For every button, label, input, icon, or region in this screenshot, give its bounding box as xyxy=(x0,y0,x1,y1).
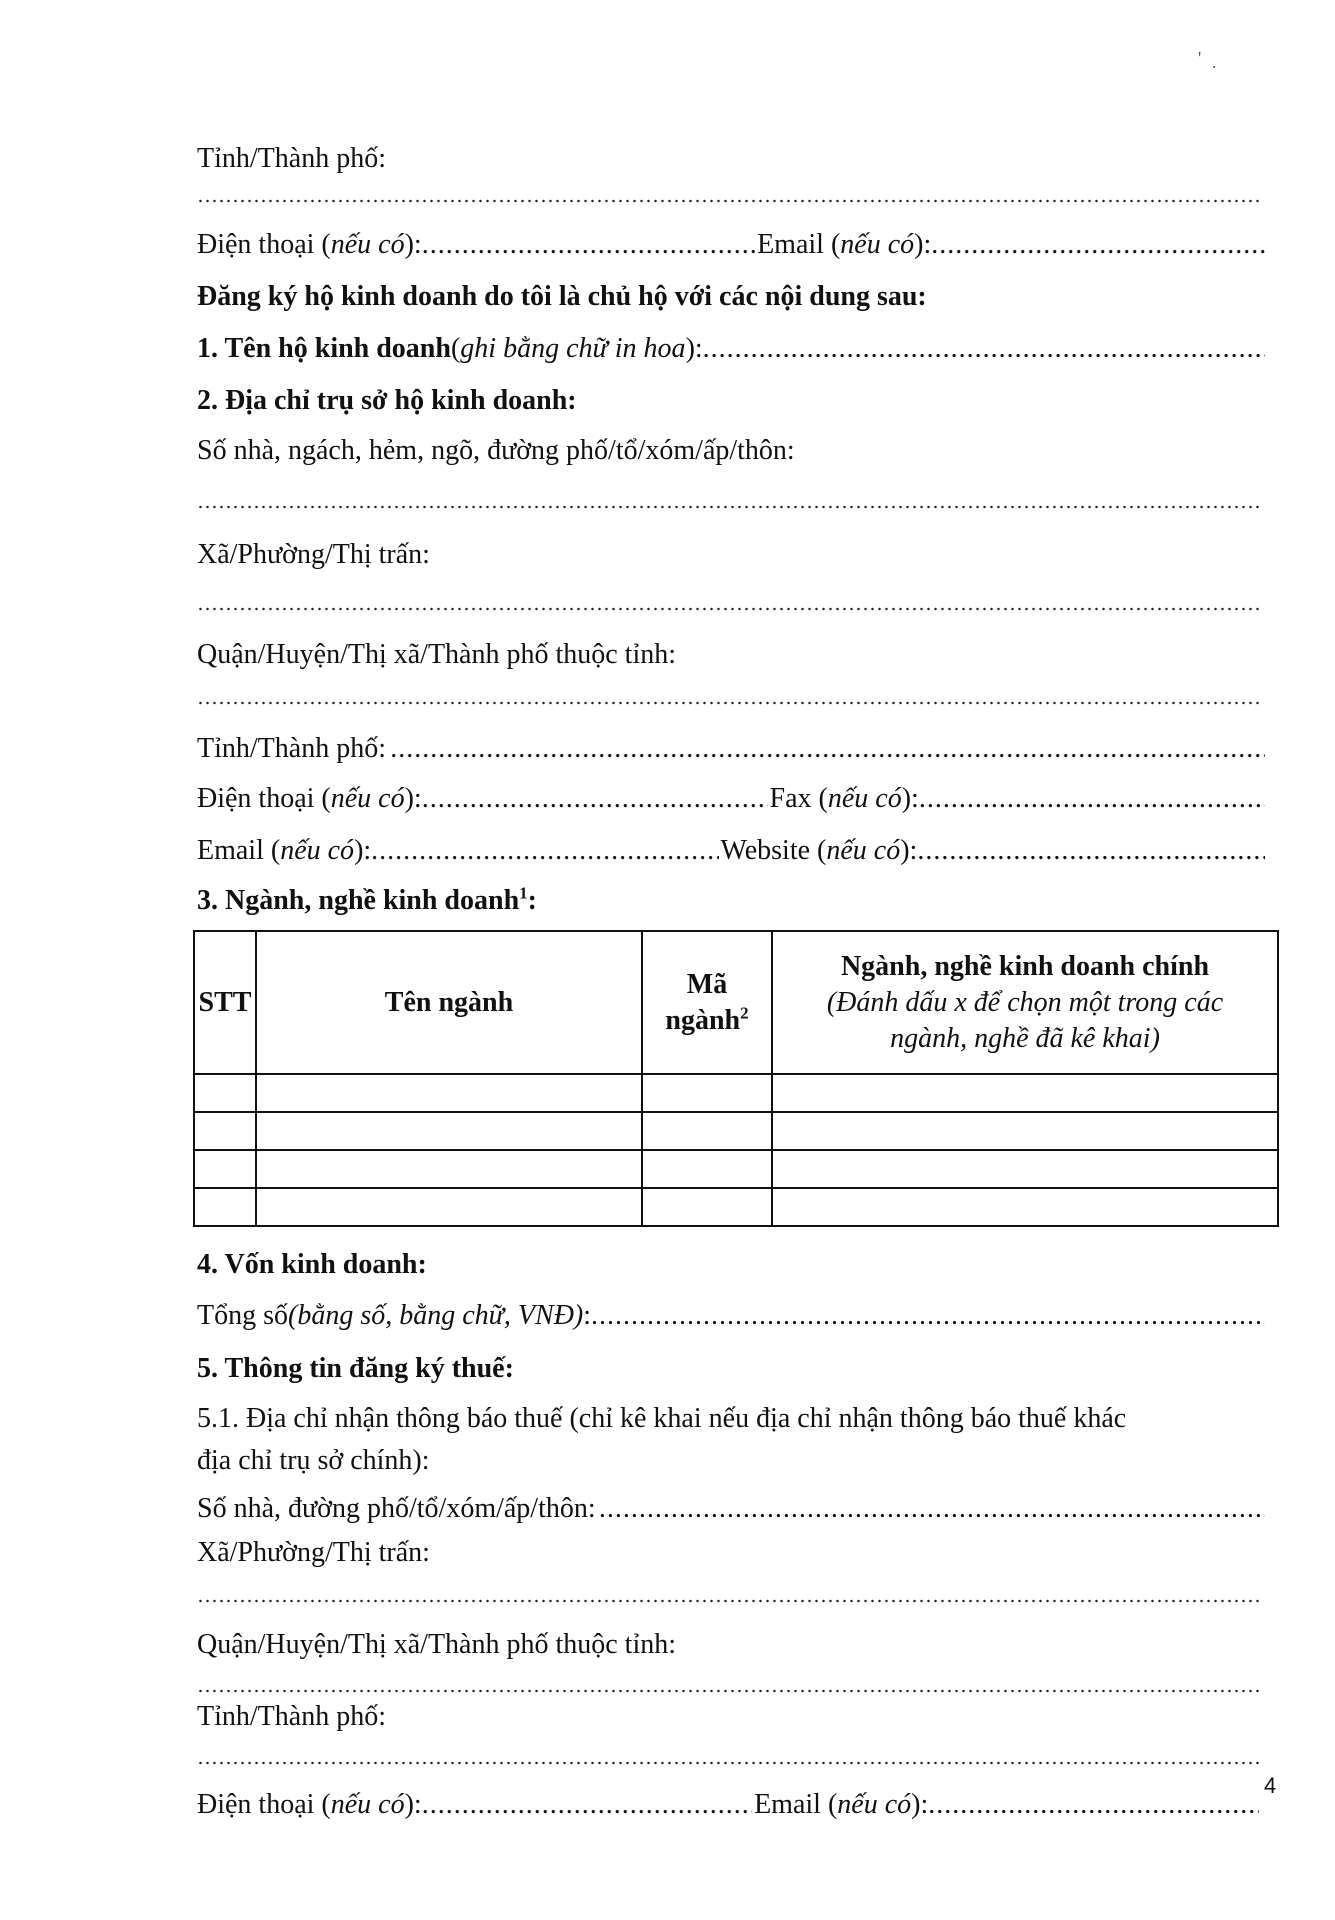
email-fill[interactable] xyxy=(931,226,1265,264)
fax-fill[interactable] xyxy=(919,780,1265,818)
cell-name[interactable] xyxy=(256,1112,642,1150)
table-row xyxy=(194,1074,1278,1112)
cell-code[interactable] xyxy=(642,1074,772,1112)
cell-stt[interactable] xyxy=(194,1112,256,1150)
table-header-row xyxy=(194,931,1278,1074)
fill-line[interactable] xyxy=(197,1598,1259,1604)
header-main: Ngành, nghề kinh doanh chính (Đánh dấu x để chọn một trong các ngành, nghề đã kê khai) xyxy=(772,931,1278,1074)
s5-phone-email-row: Điện thoại ( nếu có ): ..... Email ( nếu có ): ..... xyxy=(197,1786,1259,1824)
fill-line[interactable] xyxy=(197,1688,1259,1694)
cell-code[interactable] xyxy=(642,1188,772,1226)
section-5-title: 5. Thông tin đăng ký thuế: xyxy=(197,1353,514,1384)
s5-province-label: Tỉnh/Thành phố: xyxy=(197,1701,386,1732)
scan-mark: ' xyxy=(1198,48,1202,68)
fill-line[interactable] xyxy=(197,606,1259,612)
s2-street-label: Số nhà, ngách, hẻm, ngõ, đường phố/tổ/xóm/ấp/thôn: xyxy=(197,435,795,466)
section-4-title: 4. Vốn kinh doanh: xyxy=(197,1249,427,1280)
cell-stt[interactable] xyxy=(194,1074,256,1112)
table-row xyxy=(194,1150,1278,1188)
page-number: 4 xyxy=(1264,1773,1277,1798)
cell-name[interactable] xyxy=(256,1188,642,1226)
fill-line[interactable] xyxy=(197,700,1259,706)
section-2-title: 2. Địa chỉ trụ sở hộ kinh doanh: xyxy=(197,385,577,416)
table-row xyxy=(194,1188,1278,1226)
section-3-title: 3. Ngành, nghề kinh doanh$^1$: xyxy=(197,883,537,916)
street-fill[interactable] xyxy=(599,1490,1265,1528)
s2-province-row: Tỉnh/Thành phố: ..... xyxy=(197,730,1265,768)
s4-total-row: Tổng số (bằng số, bằng chữ, VNĐ) : ..... xyxy=(197,1297,1265,1335)
cell-main[interactable] xyxy=(772,1188,1278,1226)
province-fill[interactable] xyxy=(390,730,1265,768)
top-province-label: Tỉnh/Thành phố: xyxy=(197,143,386,174)
website-fill[interactable] xyxy=(917,832,1265,870)
cell-name[interactable] xyxy=(256,1074,642,1112)
s2-phone-fax-row: Điện thoại ( nếu có ): ..... Fax ( nếu có ): ..... xyxy=(197,780,1265,818)
business-lines-table xyxy=(193,930,1279,1227)
phone-fill[interactable] xyxy=(422,780,768,818)
scan-mark: . xyxy=(1212,52,1217,72)
table-row xyxy=(194,1112,1278,1150)
cell-main[interactable] xyxy=(772,1074,1278,1112)
fill-line[interactable] xyxy=(197,198,1259,204)
s5-ward-label: Xã/Phường/Thị trấn: xyxy=(197,1537,430,1568)
cell-main[interactable] xyxy=(772,1150,1278,1188)
cell-stt[interactable] xyxy=(194,1188,256,1226)
section-1-row: 1. Tên hộ kinh doanh ( ghi bằng chữ in hoa ): ..... xyxy=(197,330,1265,368)
cell-main[interactable] xyxy=(772,1112,1278,1150)
business-name-fill[interactable] xyxy=(703,330,1265,368)
s51-line-2: địa chỉ trụ sở chính): xyxy=(197,1445,430,1476)
email-fill[interactable] xyxy=(928,1786,1259,1824)
s2-email-website-row: Email ( nếu có ): ..... Website ( nếu có ): ..... xyxy=(197,832,1265,870)
cell-stt[interactable] xyxy=(194,1150,256,1188)
email-fill[interactable] xyxy=(371,832,719,870)
cell-code[interactable] xyxy=(642,1150,772,1188)
phone-fill[interactable] xyxy=(422,1786,753,1824)
header-stt: STT xyxy=(194,931,256,1074)
top-phone-email-row: Điện thoại ( nếu có ): ..... Email ( nếu có ): ..... xyxy=(197,226,1265,264)
header-code: Mã ngành$^2$ xyxy=(642,931,772,1074)
s51-line-1: 5.1. Địa chỉ nhận thông báo thuế (chỉ kê khai nếu địa chỉ nhận thông báo thuế khác xyxy=(197,1403,1127,1434)
s2-ward-label: Xã/Phường/Thị trấn: xyxy=(197,539,430,570)
cell-code[interactable] xyxy=(642,1112,772,1150)
s2-district-label: Quận/Huyện/Thị xã/Thành phố thuộc tỉnh: xyxy=(197,639,677,670)
fill-line[interactable] xyxy=(197,1760,1259,1766)
fill-line[interactable] xyxy=(197,504,1259,510)
header-name: Tên ngành xyxy=(256,931,642,1074)
phone-fill[interactable] xyxy=(422,226,756,264)
cell-name[interactable] xyxy=(256,1150,642,1188)
s5-district-label: Quận/Huyện/Thị xã/Thành phố thuộc tỉnh: xyxy=(197,1629,677,1660)
s5-street-row: Số nhà, đường phố/tổ/xóm/ấp/thôn: ..... xyxy=(197,1490,1265,1528)
capital-fill[interactable] xyxy=(591,1297,1265,1335)
intro-heading: Đăng ký hộ kinh doanh do tôi là chủ hộ với các nội dung sau: xyxy=(197,281,927,312)
